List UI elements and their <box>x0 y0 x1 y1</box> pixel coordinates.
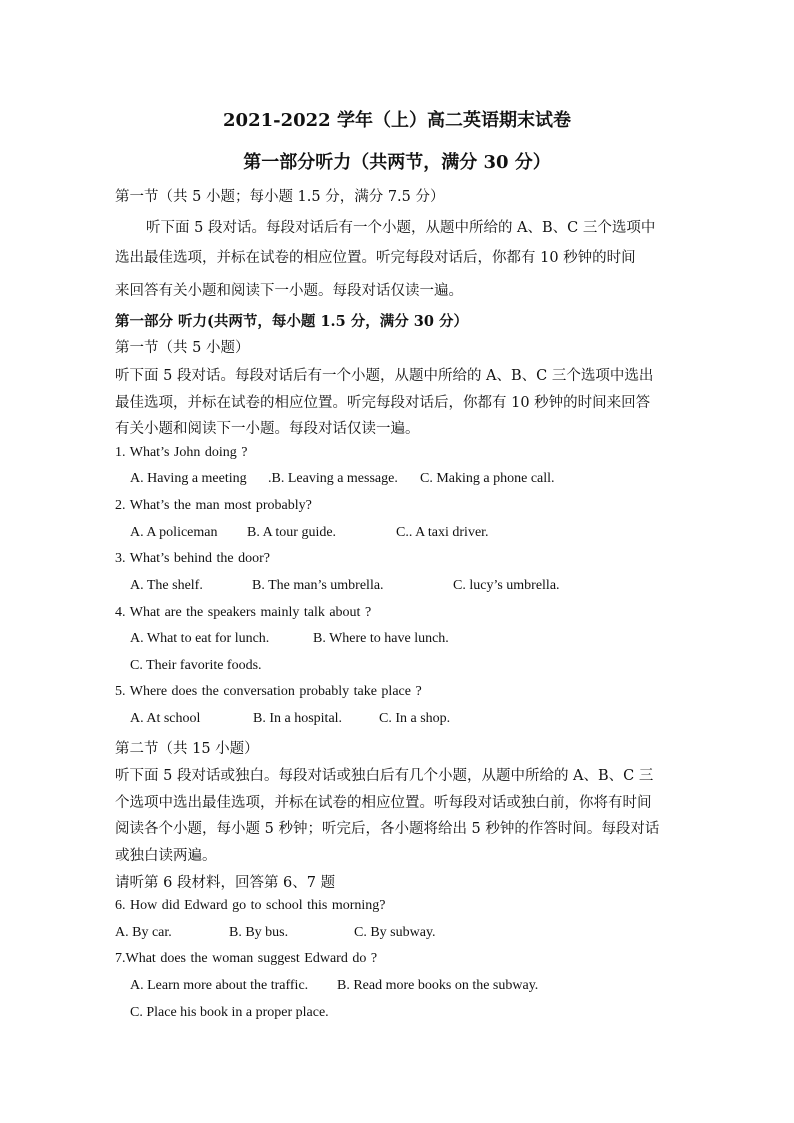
material-6-label: 请听第 6 段材料，回答第 6、7 题 <box>115 875 336 891</box>
section2-instr-line: 阅读各个小题，每小题 5 秒钟；听完后，各小题将给出 5 秒钟的作答时间。每段对话 <box>115 821 660 837</box>
question-1-option-a: A. Having a meeting <box>130 471 247 486</box>
question-5-option-c: C. In a shop. <box>379 711 451 726</box>
question-5-option-a: A. At school <box>130 711 201 726</box>
question-5-stem: 5. Where does the conversation probably take place ? <box>115 684 422 699</box>
section1b-instr-line: 最佳选项，并标在试卷的相应位置。听完每段对话后，你都有 10 秒钟的时间来回答 <box>115 395 651 411</box>
question-1-option-b: .B. Leaving a message. <box>268 471 398 486</box>
question-7-option-c: C. Place his book in a proper place. <box>130 1005 329 1020</box>
question-6-option-b: B. By bus. <box>229 925 289 940</box>
section1b-header: 第一节（共 5 小题） <box>115 340 250 356</box>
question-2-option-c: C.. A taxi driver. <box>396 525 489 540</box>
section1-instr-line: 选出最佳选项，并标在试卷的相应位置。听完每段对话后，你都有 10 秒钟的时间 <box>115 250 636 266</box>
question-4-stem: 4. What are the speakers mainly talk about ? <box>115 605 372 620</box>
question-3-option-a: A. The shelf. <box>130 578 203 593</box>
question-6-option-c: C. By subway. <box>354 925 436 940</box>
question-4-option-b: B. Where to have lunch. <box>313 631 449 646</box>
section1-header: 第一节（共 5 小题；每小题 1.5 分，满分 7.5 分） <box>115 189 445 205</box>
question-6-option-a: A. By car. <box>115 925 172 940</box>
question-1-stem: 1. What’s John doing ? <box>115 445 248 460</box>
question-3-option-c: C. lucy’s umbrella. <box>453 578 560 593</box>
section2-instr-line: 或独白读两遍。 <box>115 848 217 864</box>
section2-header: 第二节（共 15 小题） <box>115 741 259 757</box>
question-3-stem: 3. What’s behind the door? <box>115 551 270 566</box>
question-7-option-a: A. Learn more about the traffic. <box>130 978 309 993</box>
section2-instr-line: 听下面 5 段对话或独白。每段对话或独白后有几个小题，从题中所给的 A、B、C 三 <box>115 768 654 784</box>
question-7-stem: 7.What does the woman suggest Edward do ? <box>115 951 378 966</box>
section2-instr-line: 个选项中选出最佳选项，并标在试卷的相应位置。听每段对话或独白前，你将有时间 <box>115 795 652 811</box>
part1-heading: 第一部分 听力(共两节，每小题 1.5 分，满分 30 分） <box>115 313 469 330</box>
question-3-option-b: B. The man’s umbrella. <box>252 578 384 593</box>
section1-instr-line: 来回答有关小题和阅读下一小题。每段对话仅读一遍。 <box>115 283 463 299</box>
question-1-option-c: C. Making a phone call. <box>420 471 555 486</box>
question-7-option-b: B. Read more books on the subway. <box>337 978 539 993</box>
page-subtitle: 第一部分听力（共两节，满分 30 分） <box>243 152 551 173</box>
section1b-instr-line: 有关小题和阅读下一小题。每段对话仅读一遍。 <box>115 421 420 437</box>
question-5-option-b: B. In a hospital. <box>253 711 343 726</box>
section1b-instr-line: 听下面 5 段对话。每段对话后有一个小题，从题中所给的 A、B、C 三个选项中选出 <box>115 368 654 384</box>
question-4-option-c: C. Their favorite foods. <box>130 658 262 673</box>
page-title: 2021-2022 学年（上）高二英语期末试卷 <box>223 110 571 131</box>
question-6-stem: 6. How did Edward go to school this morning? <box>115 898 386 913</box>
question-4-option-a: A. What to eat for lunch. <box>130 631 270 646</box>
question-2-stem: 2. What’s the man most probably? <box>115 498 312 513</box>
section1-instr-line: 听下面 5 段对话。每段对话后有一个小题，从题中所给的 A、B、C 三个选项中 <box>146 220 656 236</box>
question-2-option-b: B. A tour guide. <box>247 525 337 540</box>
question-2-option-a: A. A policeman <box>130 525 218 540</box>
